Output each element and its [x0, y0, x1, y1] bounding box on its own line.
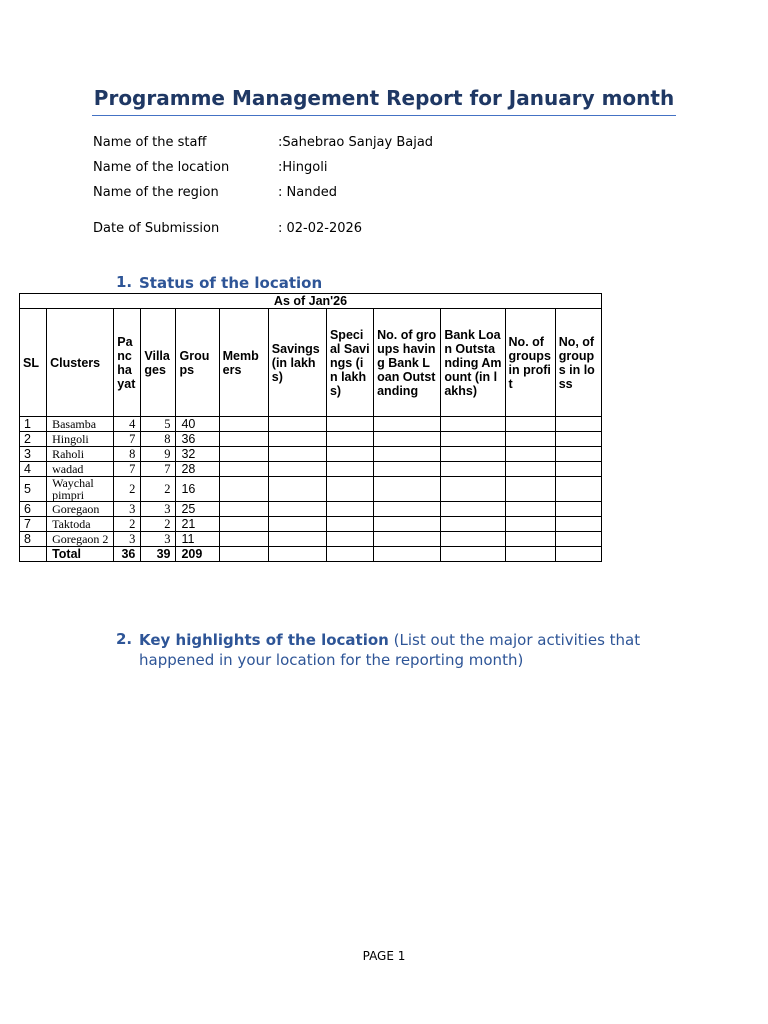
title-underline — [92, 115, 676, 116]
panchayat-cell: 7 — [114, 462, 141, 477]
loss-cell — [555, 502, 601, 517]
panchayat-cell: 2 — [114, 517, 141, 532]
cluster-cell: Waychal pimpri — [47, 477, 114, 502]
bank-loan-groups-cell — [374, 417, 441, 432]
special-savings-cell — [326, 547, 373, 562]
section-2-number: 2. — [116, 630, 133, 648]
sl-cell: 8 — [20, 532, 47, 547]
villages-cell: 5 — [141, 417, 176, 432]
sl-cell: 1 — [20, 417, 47, 432]
header-special-savings: Special Savings (in lakhs) — [326, 309, 373, 417]
bank-loan-groups-cell — [374, 502, 441, 517]
bank-loan-amount-cell — [441, 502, 505, 517]
villages-cell: 7 — [141, 462, 176, 477]
total-sl-cell — [20, 547, 47, 562]
sl-cell: 5 — [20, 477, 47, 502]
members-cell — [219, 532, 268, 547]
total-villages: 39 — [141, 547, 176, 562]
sl-cell: 2 — [20, 432, 47, 447]
staff-label: Name of the staff — [93, 135, 207, 150]
bank-loan-amount-cell — [441, 417, 505, 432]
villages-cell: 8 — [141, 432, 176, 447]
members-cell — [219, 477, 268, 502]
region-label: Name of the region — [93, 185, 219, 200]
header-panchayat: Panchayat — [114, 309, 141, 417]
loss-cell — [555, 477, 601, 502]
cluster-cell: Goregaon — [47, 502, 114, 517]
groups-cell: 40 — [176, 417, 219, 432]
groups-cell: 21 — [176, 517, 219, 532]
members-cell — [219, 502, 268, 517]
cluster-cell: Raholi — [47, 447, 114, 462]
table-row — [20, 447, 602, 462]
total-label: Total — [47, 547, 114, 562]
special-savings-cell — [326, 417, 373, 432]
header-groups-bank-loan: No. of groups having Bank Loan Outstanding — [374, 309, 441, 417]
savings-cell — [268, 462, 326, 477]
loss-cell — [555, 447, 601, 462]
savings-cell — [268, 502, 326, 517]
header-groups: Groups — [176, 309, 219, 417]
members-cell — [219, 547, 268, 562]
profit-cell — [505, 417, 555, 432]
profit-cell — [505, 477, 555, 502]
cluster-cell: Hingoli — [47, 432, 114, 447]
savings-cell — [268, 517, 326, 532]
table-row — [20, 417, 602, 432]
villages-cell: 2 — [141, 477, 176, 502]
cluster-cell: Taktoda — [47, 517, 114, 532]
section-1-title: Status of the location — [139, 274, 323, 292]
bank-loan-amount-cell — [441, 532, 505, 547]
bank-loan-groups-cell — [374, 432, 441, 447]
header-groups-profit: No. of groups in profit — [505, 309, 555, 417]
sl-cell: 7 — [20, 517, 47, 532]
villages-cell: 9 — [141, 447, 176, 462]
villages-cell: 3 — [141, 502, 176, 517]
panchayat-cell: 7 — [114, 432, 141, 447]
region-value: : Nanded — [278, 185, 337, 200]
members-cell — [219, 462, 268, 477]
loss-cell — [555, 547, 601, 562]
special-savings-cell — [326, 532, 373, 547]
bank-loan-amount-cell — [441, 432, 505, 447]
special-savings-cell — [326, 477, 373, 502]
savings-cell — [268, 532, 326, 547]
sl-cell: 4 — [20, 462, 47, 477]
special-savings-cell — [326, 447, 373, 462]
report-title: Programme Management Report for January month — [93, 86, 675, 110]
header-bank-loan-amount: Bank Loan Outstanding Amount (in lakhs) — [441, 309, 505, 417]
loss-cell — [555, 417, 601, 432]
profit-cell — [505, 532, 555, 547]
header-savings: Savings (in lakhs) — [268, 309, 326, 417]
panchayat-cell: 4 — [114, 417, 141, 432]
bank-loan-groups-cell — [374, 462, 441, 477]
loss-cell — [555, 532, 601, 547]
date-value: : 02-02-2026 — [278, 221, 363, 236]
staff-value: :Sahebrao Sanjay Bajad — [278, 135, 434, 150]
section-2-text — [139, 630, 679, 670]
bank-loan-amount-cell — [441, 517, 505, 532]
groups-cell: 16 — [176, 477, 219, 502]
bank-loan-amount-cell — [441, 447, 505, 462]
table-row — [20, 477, 602, 502]
savings-cell — [268, 547, 326, 562]
groups-cell: 25 — [176, 502, 219, 517]
special-savings-cell — [326, 432, 373, 447]
table-row — [20, 502, 602, 517]
members-cell — [219, 417, 268, 432]
groups-cell: 36 — [176, 432, 219, 447]
header-members: Members — [219, 309, 268, 417]
header-sl: SL — [20, 309, 47, 417]
panchayat-cell: 3 — [114, 502, 141, 517]
bank-loan-groups-cell — [374, 447, 441, 462]
members-cell — [219, 447, 268, 462]
table-row — [20, 532, 602, 547]
savings-cell — [268, 477, 326, 502]
table-row — [20, 432, 602, 447]
header-villages: Villages — [141, 309, 176, 417]
members-cell — [219, 517, 268, 532]
profit-cell — [505, 462, 555, 477]
cluster-cell: Basamba — [47, 417, 114, 432]
bank-loan-amount-cell — [441, 462, 505, 477]
total-row — [20, 547, 602, 562]
profit-cell — [505, 447, 555, 462]
villages-cell: 2 — [141, 517, 176, 532]
header-groups-loss: No, of groups in loss — [555, 309, 601, 417]
location-label: Name of the location — [93, 160, 230, 175]
as-of-header: As of Jan'26 — [20, 294, 602, 309]
special-savings-cell — [326, 517, 373, 532]
sl-cell: 3 — [20, 447, 47, 462]
panchayat-cell: 8 — [114, 447, 141, 462]
bank-loan-amount-cell — [441, 477, 505, 502]
panchayat-cell: 2 — [114, 477, 141, 502]
loss-cell — [555, 462, 601, 477]
savings-cell — [268, 432, 326, 447]
total-panchayat: 36 — [114, 547, 141, 562]
bank-loan-groups-cell — [374, 477, 441, 502]
panchayat-cell: 3 — [114, 532, 141, 547]
location-value: :Hingoli — [278, 160, 328, 175]
members-cell — [219, 432, 268, 447]
profit-cell — [505, 517, 555, 532]
groups-cell: 11 — [176, 532, 219, 547]
section-2-note: (List out the major activities that happened in your location for the reporting month) — [139, 631, 641, 669]
page-number: PAGE 1 — [362, 949, 406, 963]
bank-loan-groups-cell — [374, 547, 441, 562]
bank-loan-groups-cell — [374, 517, 441, 532]
bank-loan-amount-cell — [441, 547, 505, 562]
cluster-cell: Goregaon 2 — [47, 532, 114, 547]
date-label: Date of Submission — [93, 221, 220, 236]
special-savings-cell — [326, 502, 373, 517]
sl-cell: 6 — [20, 502, 47, 517]
location-status-table — [19, 293, 602, 562]
profit-cell — [505, 502, 555, 517]
loss-cell — [555, 517, 601, 532]
total-groups: 209 — [176, 547, 219, 562]
savings-cell — [268, 417, 326, 432]
section-1-number: 1. — [116, 273, 133, 291]
profit-cell — [505, 432, 555, 447]
profit-cell — [505, 547, 555, 562]
groups-cell: 28 — [176, 462, 219, 477]
savings-cell — [268, 447, 326, 462]
bank-loan-groups-cell — [374, 532, 441, 547]
villages-cell: 3 — [141, 532, 176, 547]
table-row — [20, 462, 602, 477]
table-row — [20, 517, 602, 532]
header-clusters: Clusters — [47, 309, 114, 417]
loss-cell — [555, 432, 601, 447]
cluster-cell: wadad — [47, 462, 114, 477]
groups-cell: 32 — [176, 447, 219, 462]
section-2-title: Key highlights of the location — [139, 631, 389, 649]
special-savings-cell — [326, 462, 373, 477]
